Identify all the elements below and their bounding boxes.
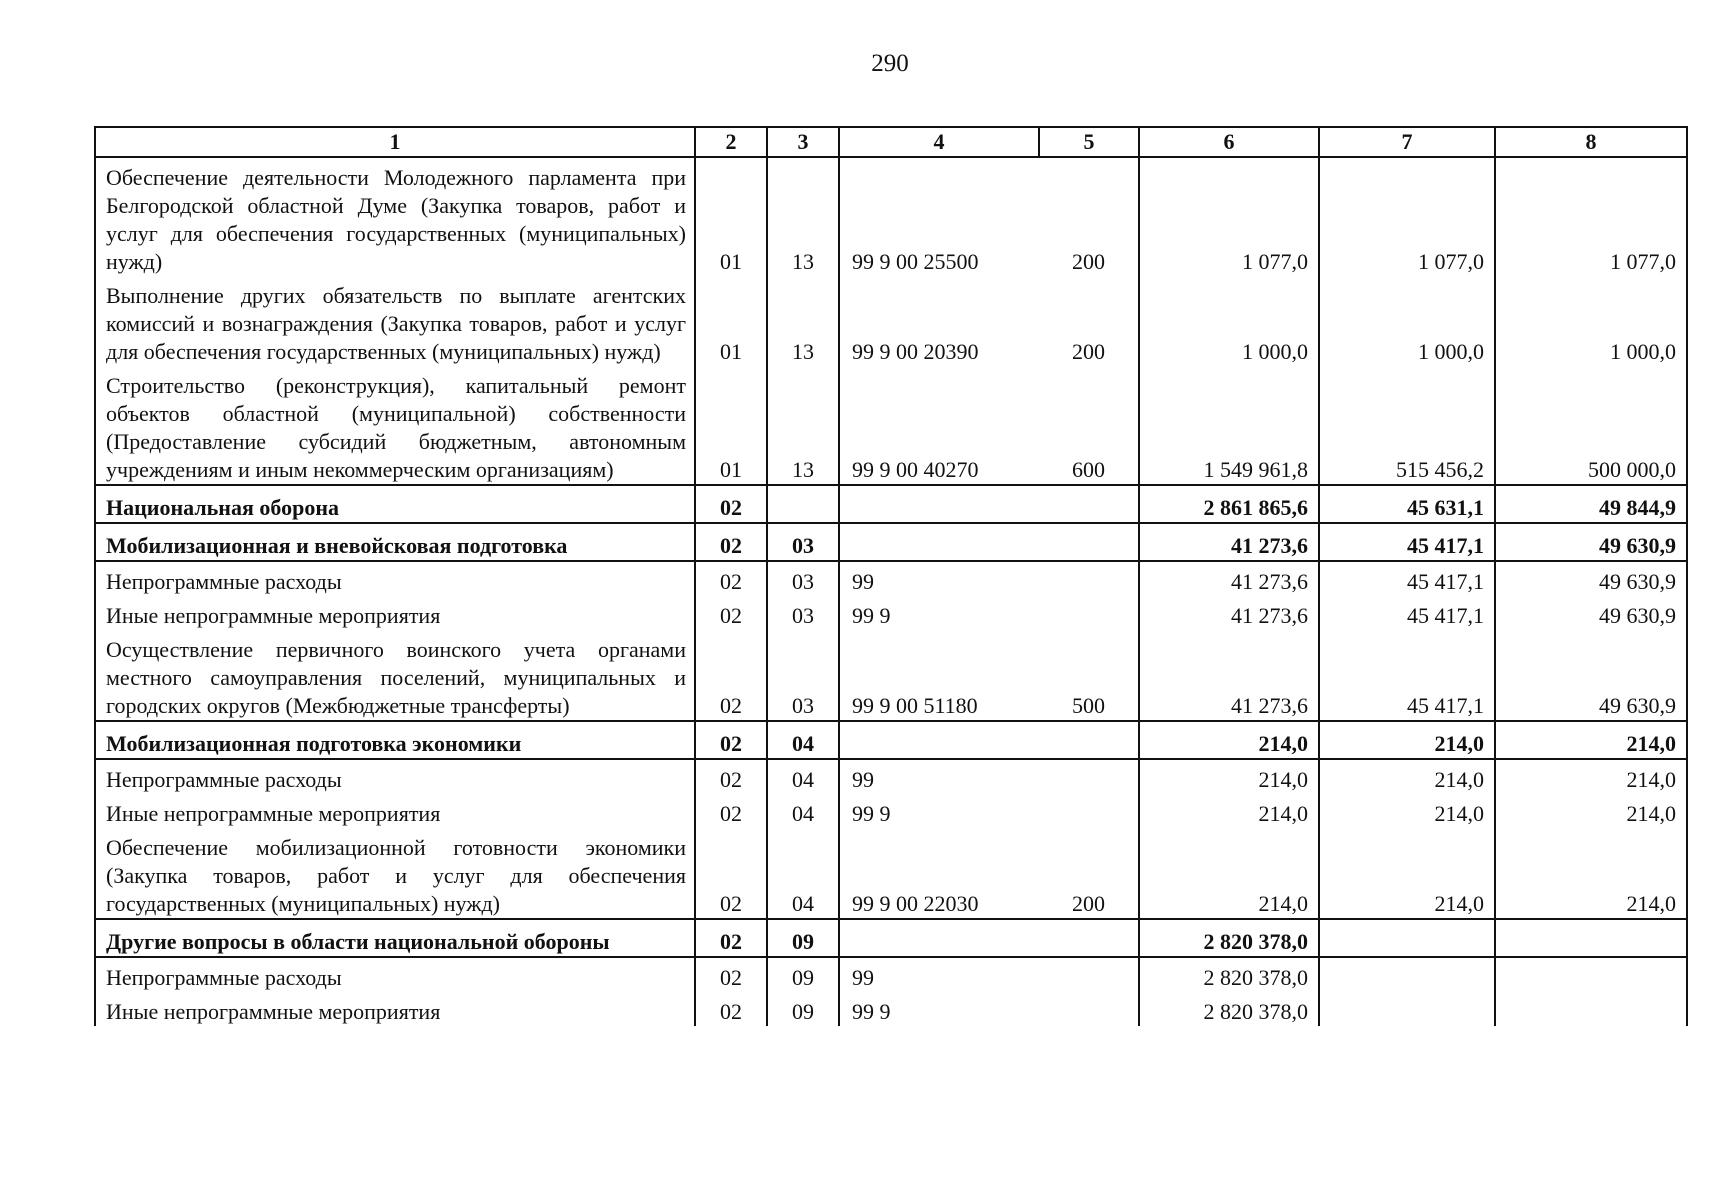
header-col-3: 3: [767, 127, 839, 157]
row-target-code: 99: [839, 561, 1039, 596]
row-value-col8: 214,0: [1495, 721, 1687, 759]
row-subsection: 13: [767, 157, 839, 276]
row-section: 01: [695, 276, 767, 366]
header-col-4: 4: [839, 127, 1039, 157]
row-expense-type: 200: [1039, 828, 1139, 919]
row-subsection: 03: [767, 523, 839, 561]
header-col-7: 7: [1319, 127, 1495, 157]
table-row: [95, 992, 1687, 1026]
row-name: Мобилизационная подготовка экономики: [95, 721, 695, 759]
header-col-5: 5: [1039, 127, 1139, 157]
table-body: [95, 157, 1687, 1026]
row-value-col6: 41 273,6: [1139, 561, 1319, 596]
row-value-col7: [1319, 992, 1495, 1026]
row-subsection: 04: [767, 759, 839, 794]
header-row: [95, 127, 1687, 157]
row-expense-type: [1039, 561, 1139, 596]
row-expense-type: [1039, 957, 1139, 992]
row-expense-type: [1039, 919, 1139, 957]
row-value-col8: 49 630,9: [1495, 561, 1687, 596]
row-value-col8: [1495, 992, 1687, 1026]
row-expense-type: 200: [1039, 276, 1139, 366]
row-target-code: 99: [839, 957, 1039, 992]
row-target-code: 99 9 00 40270: [839, 366, 1039, 485]
row-expense-type: [1039, 759, 1139, 794]
row-expense-type: 500: [1039, 630, 1139, 721]
table-row: [95, 157, 1687, 276]
row-subsection: 03: [767, 630, 839, 721]
row-name: Мобилизационная и вневойсковая подготовка: [95, 523, 695, 561]
row-name: Иные непрограммные мероприятия: [95, 992, 695, 1026]
row-target-code: [839, 919, 1039, 957]
row-value-col7: 1 077,0: [1319, 157, 1495, 276]
row-value-col7: [1319, 919, 1495, 957]
row-value-col7: 45 631,1: [1319, 485, 1495, 523]
row-section: 02: [695, 485, 767, 523]
table-row: [95, 794, 1687, 828]
row-value-col6: 2 820 378,0: [1139, 992, 1319, 1026]
row-value-col6: 1 000,0: [1139, 276, 1319, 366]
row-value-col8: 49 630,9: [1495, 630, 1687, 721]
row-target-code: [839, 485, 1039, 523]
row-target-code: 99: [839, 759, 1039, 794]
row-target-code: 99 9: [839, 992, 1039, 1026]
row-value-col6: 214,0: [1139, 794, 1319, 828]
table-row: [95, 630, 1687, 721]
row-name: Осуществление первичного воинского учета органами местного самоуправления поселений, муниципальных и городских округов (Межбюджетные трансферты): [95, 630, 695, 721]
row-value-col6: 2 820 378,0: [1139, 919, 1319, 957]
row-name: Иные непрограммные мероприятия: [95, 596, 695, 630]
row-value-col8: 49 630,9: [1495, 523, 1687, 561]
row-value-col8: 500 000,0: [1495, 366, 1687, 485]
row-section: 01: [695, 157, 767, 276]
row-value-col8: 49 844,9: [1495, 485, 1687, 523]
table-row: [95, 276, 1687, 366]
row-section: 02: [695, 957, 767, 992]
row-value-col6: 2 861 865,6: [1139, 485, 1319, 523]
row-expense-type: [1039, 721, 1139, 759]
row-value-col8: [1495, 957, 1687, 992]
row-section: 02: [695, 561, 767, 596]
row-expense-type: [1039, 992, 1139, 1026]
row-target-code: [839, 721, 1039, 759]
row-target-code: 99 9: [839, 794, 1039, 828]
row-target-code: 99 9: [839, 596, 1039, 630]
row-name: Иные непрограммные мероприятия: [95, 794, 695, 828]
row-value-col8: 49 630,9: [1495, 596, 1687, 630]
row-value-col6: 1 549 961,8: [1139, 366, 1319, 485]
row-expense-type: [1039, 794, 1139, 828]
row-subsection: 09: [767, 992, 839, 1026]
row-subsection: 04: [767, 828, 839, 919]
row-value-col7: 214,0: [1319, 828, 1495, 919]
row-section: 02: [695, 721, 767, 759]
row-name: Выполнение других обязательств по выплате агентских комиссий и вознаграждения (Закупка товаров, работ и услуг для обеспечения государственных (муниципальных) нужд): [95, 276, 695, 366]
row-section: 02: [695, 794, 767, 828]
budget-table: [94, 126, 1688, 1026]
table-row: [95, 828, 1687, 919]
row-value-col7: 214,0: [1319, 794, 1495, 828]
section-total-row: [95, 523, 1687, 561]
row-subsection: 09: [767, 919, 839, 957]
table-header: [95, 127, 1687, 157]
row-value-col8: 214,0: [1495, 828, 1687, 919]
row-value-col6: 1 077,0: [1139, 157, 1319, 276]
row-value-col7: 214,0: [1319, 759, 1495, 794]
row-value-col7: 45 417,1: [1319, 630, 1495, 721]
table-row: [95, 957, 1687, 992]
row-section: 02: [695, 596, 767, 630]
row-value-col6: 214,0: [1139, 721, 1319, 759]
row-subsection: 09: [767, 957, 839, 992]
row-value-col8: 1 077,0: [1495, 157, 1687, 276]
row-target-code: [839, 523, 1039, 561]
row-value-col8: [1495, 919, 1687, 957]
row-value-col7: 1 000,0: [1319, 276, 1495, 366]
row-value-col7: [1319, 957, 1495, 992]
row-value-col6: 41 273,6: [1139, 630, 1319, 721]
row-section: 02: [695, 523, 767, 561]
row-target-code: 99 9 00 25500: [839, 157, 1039, 276]
row-value-col6: 41 273,6: [1139, 596, 1319, 630]
table-row: [95, 366, 1687, 485]
row-name: Непрограммные расходы: [95, 561, 695, 596]
header-col-2: 2: [695, 127, 767, 157]
row-target-code: 99 9 00 51180: [839, 630, 1039, 721]
header-col-1: 1: [95, 127, 695, 157]
row-subsection: 04: [767, 721, 839, 759]
row-subsection: 13: [767, 366, 839, 485]
row-subsection: 03: [767, 561, 839, 596]
row-expense-type: 200: [1039, 157, 1139, 276]
row-expense-type: [1039, 596, 1139, 630]
section-total-row: [95, 919, 1687, 957]
row-section: 01: [695, 366, 767, 485]
row-value-col8: 214,0: [1495, 794, 1687, 828]
row-name: Обеспечение мобилизационной готовности экономики (Закупка товаров, работ и услуг для обеспечения государственных (муниципальных) нужд): [95, 828, 695, 919]
row-section: 02: [695, 630, 767, 721]
row-section: 02: [695, 759, 767, 794]
row-subsection: [767, 485, 839, 523]
header-col-8: 8: [1495, 127, 1687, 157]
row-subsection: 04: [767, 794, 839, 828]
row-expense-type: [1039, 523, 1139, 561]
row-subsection: 13: [767, 276, 839, 366]
row-expense-type: 600: [1039, 366, 1139, 485]
section-total-row: [95, 721, 1687, 759]
row-value-col7: 45 417,1: [1319, 596, 1495, 630]
row-section: 02: [695, 828, 767, 919]
row-subsection: 03: [767, 596, 839, 630]
row-section: 02: [695, 992, 767, 1026]
row-name: Национальная оборона: [95, 485, 695, 523]
row-value-col6: 214,0: [1139, 759, 1319, 794]
row-value-col7: 214,0: [1319, 721, 1495, 759]
row-target-code: 99 9 00 20390: [839, 276, 1039, 366]
page-number: 290: [871, 50, 909, 77]
row-value-col8: 1 000,0: [1495, 276, 1687, 366]
row-value-col6: 41 273,6: [1139, 523, 1319, 561]
table-row: [95, 759, 1687, 794]
row-value-col7: 515 456,2: [1319, 366, 1495, 485]
row-section: 02: [695, 919, 767, 957]
row-name: Непрограммные расходы: [95, 957, 695, 992]
row-value-col8: 214,0: [1495, 759, 1687, 794]
row-value-col6: 2 820 378,0: [1139, 957, 1319, 992]
row-name: Непрограммные расходы: [95, 759, 695, 794]
row-value-col7: 45 417,1: [1319, 561, 1495, 596]
row-target-code: 99 9 00 22030: [839, 828, 1039, 919]
row-name: Другие вопросы в области национальной обороны: [95, 919, 695, 957]
table-row: [95, 596, 1687, 630]
row-name: Обеспечение деятельности Молодежного парламента при Белгородской областной Думе (Закупка товаров, работ и услуг для обеспечения государственных (муниципальных) нужд): [95, 157, 695, 276]
row-value-col7: 45 417,1: [1319, 523, 1495, 561]
row-value-col6: 214,0: [1139, 828, 1319, 919]
section-total-row: [95, 485, 1687, 523]
header-col-6: 6: [1139, 127, 1319, 157]
row-name: Строительство (реконструкция), капитальный ремонт объектов областной (муниципальной) собственности (Предоставление субсидий бюджетным, автономным учреждениям и иным некоммерческим организациям): [95, 366, 695, 485]
row-expense-type: [1039, 485, 1139, 523]
table-row: [95, 561, 1687, 596]
